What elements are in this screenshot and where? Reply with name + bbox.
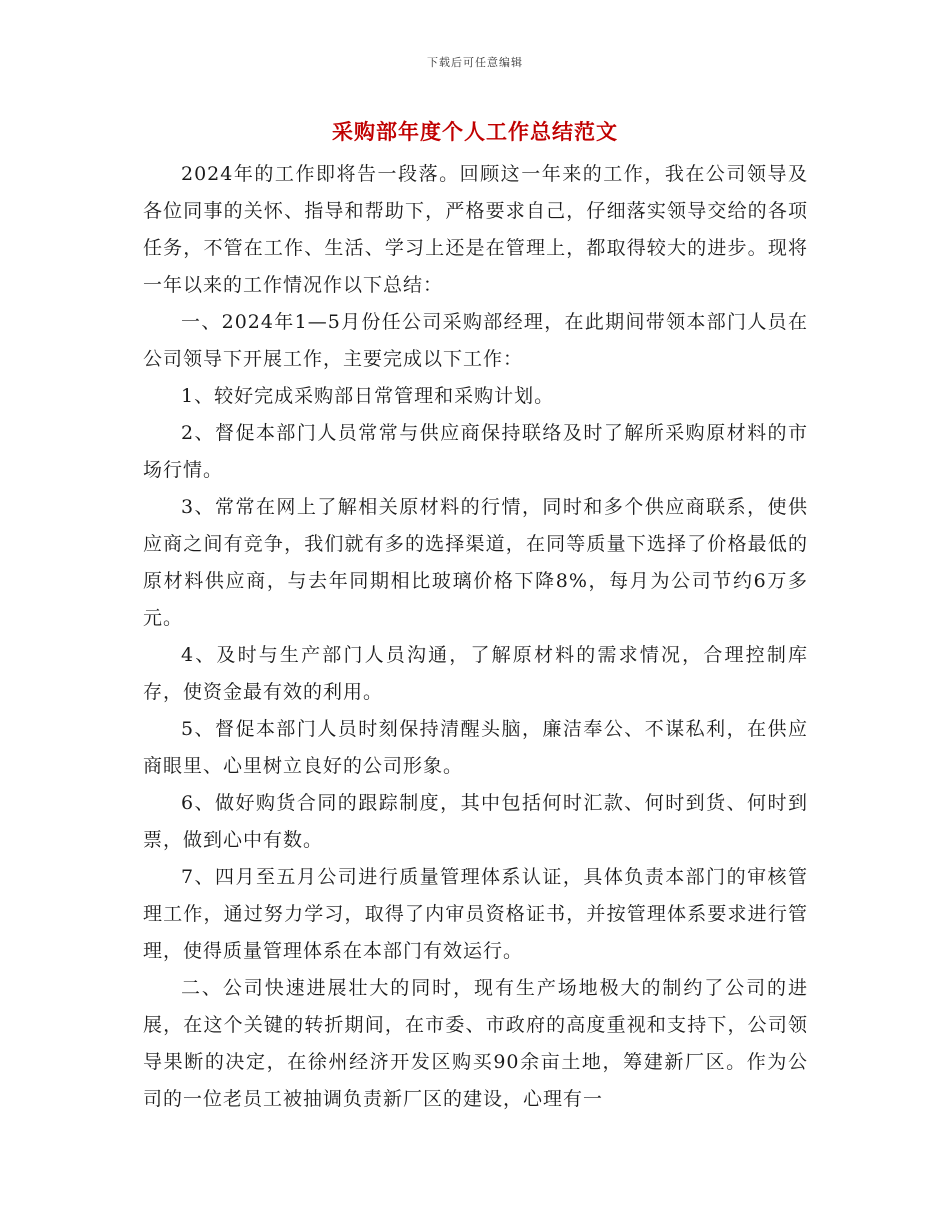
paragraph-intro: 2024年的工作即将告一段落。回顾这一年来的工作，我在公司领导及各位同事的关怀、指导和帮助下，严格要求自己，仔细落实领导交给的各项任务，不管在工作、生活、学习上还是在管理上，都取得较大的进步。现将一年以来的工作情况作以下总结： (143, 163, 808, 296)
header-note: 下载后可任意编辑 (427, 56, 523, 69)
paragraph-item-1: 1、较好完成采购部日常管理和采购计划。 (181, 385, 555, 407)
document-title: 采购部年度个人工作总结范文 (332, 119, 618, 144)
document-body (143, 156, 808, 1118)
paragraph-section-1: 一、2024年1—5月份任公司采购部经理，在此期间带领本部门人员在公司领导下开展工作，主要完成以下工作： (143, 311, 808, 370)
paragraph-item-5: 5、督促本部门人员时刻保持清醒头脑，廉洁奉公、不谋私利，在供应商眼里、心里树立良好的公司形象。 (143, 718, 808, 777)
paragraph-item-2: 2、督促本部门人员常常与供应商保持联络及时了解所采购原材料的市场行情。 (143, 422, 808, 481)
paragraph-item-6: 6、做好购货合同的跟踪制度，其中包括何时汇款、何时到货、何时到票，做到心中有数。 (143, 792, 808, 851)
paragraph-section-2: 二、公司快速进展壮大的同时，现有生产场地极大的制约了公司的进展，在这个关键的转折期间，在市委、市政府的高度重视和支持下，公司领导果断的决定，在徐州经济开发区购买90余亩土地，筹建新厂区。作为公司的一位老员工被抽调负责新厂区的建设，心理有一 (143, 977, 808, 1110)
paragraph-item-4: 4、及时与生产部门人员沟通，了解原材料的需求情况，合理控制库存，使资金最有效的利用。 (143, 644, 808, 703)
paragraph-item-7: 7、四月至五月公司进行质量管理体系认证，具体负责本部门的审核管理工作，通过努力学习，取得了内审员资格证书，并按管理体系要求进行管理，使得质量管理体系在本部门有效运行。 (143, 866, 808, 962)
paragraph-item-3: 3、常常在网上了解相关原材料的行情，同时和多个供应商联系，使供应商之间有竞争，我们就有多的选择渠道，在同等质量下选择了价格最低的原材料供应商，与去年同期相比玻璃价格下降8%，每月为公司节约6万多元。 (143, 496, 808, 629)
